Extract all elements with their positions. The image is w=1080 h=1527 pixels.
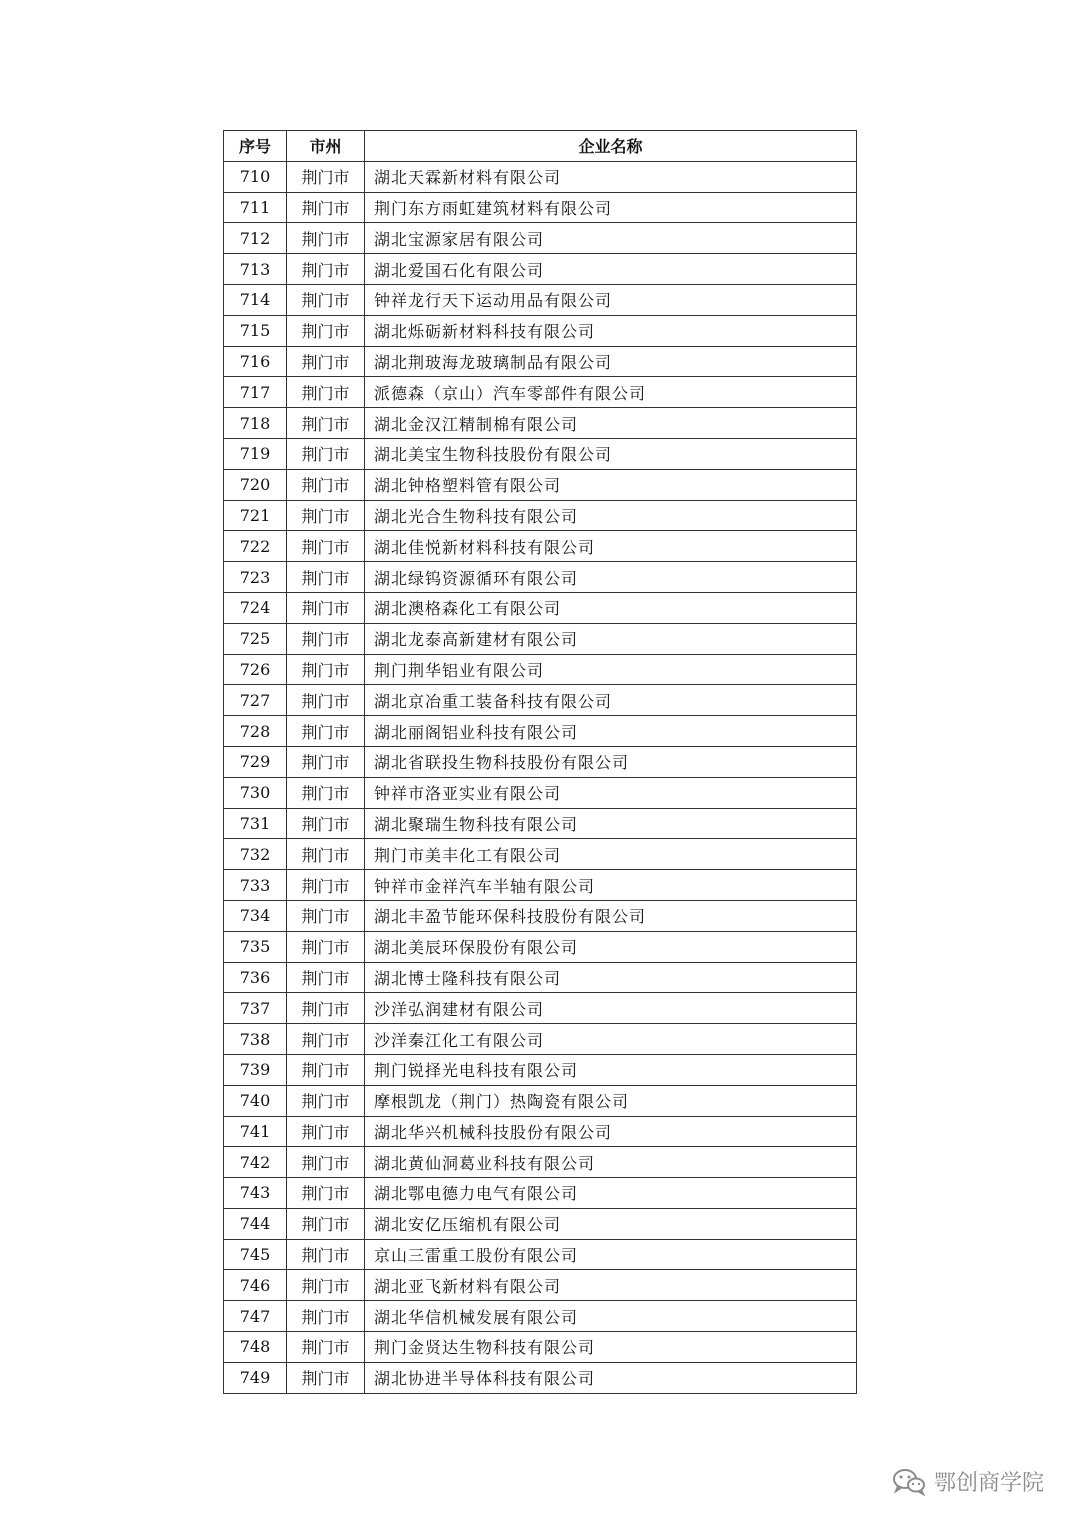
cell-serial-number: 716: [224, 346, 287, 377]
table-row: [224, 746, 857, 777]
cell-company-name: 湖北天霖新材料有限公司: [365, 161, 857, 192]
table-row: [224, 1239, 857, 1270]
cell-city: 荆门市: [287, 469, 365, 500]
cell-city: 荆门市: [287, 623, 365, 654]
cell-company-name: 湖北钟格塑料管有限公司: [365, 469, 857, 500]
cell-company-name: 湖北丰盈节能环保科技股份有限公司: [365, 900, 857, 931]
cell-serial-number: 722: [224, 531, 287, 562]
cell-city: 荆门市: [287, 284, 365, 315]
table-row: [224, 685, 857, 716]
table-row: [224, 346, 857, 377]
cell-serial-number: 720: [224, 469, 287, 500]
cell-serial-number: 739: [224, 1054, 287, 1085]
table-row: [224, 1332, 857, 1363]
table-row: [224, 284, 857, 315]
cell-city: 荆门市: [287, 1085, 365, 1116]
cell-serial-number: 721: [224, 500, 287, 531]
cell-city: 荆门市: [287, 900, 365, 931]
cell-company-name: 湖北鄂电德力电气有限公司: [365, 1178, 857, 1209]
enterprise-table: [223, 130, 857, 1394]
cell-company-name: 湖北美宝生物科技股份有限公司: [365, 438, 857, 469]
cell-city: 荆门市: [287, 1301, 365, 1332]
cell-company-name: 摩根凯龙（荆门）热陶瓷有限公司: [365, 1085, 857, 1116]
cell-serial-number: 749: [224, 1362, 287, 1393]
cell-city: 荆门市: [287, 1178, 365, 1209]
cell-serial-number: 738: [224, 1024, 287, 1055]
cell-company-name: 湖北博士隆科技有限公司: [365, 962, 857, 993]
cell-company-name: 湖北美辰环保股份有限公司: [365, 931, 857, 962]
table-row: [224, 623, 857, 654]
table-row: [224, 900, 857, 931]
cell-company-name: 荆门荆华铝业有限公司: [365, 654, 857, 685]
cell-company-name: 湖北亚飞新材料有限公司: [365, 1270, 857, 1301]
cell-city: 荆门市: [287, 1332, 365, 1363]
cell-company-name: 湖北京冶重工装备科技有限公司: [365, 685, 857, 716]
cell-city: 荆门市: [287, 808, 365, 839]
cell-company-name: 荆门市美丰化工有限公司: [365, 839, 857, 870]
table-row: [224, 531, 857, 562]
cell-company-name: 湖北爱国石化有限公司: [365, 254, 857, 285]
cell-serial-number: 731: [224, 808, 287, 839]
cell-city: 荆门市: [287, 592, 365, 623]
cell-serial-number: 718: [224, 408, 287, 439]
cell-city: 荆门市: [287, 993, 365, 1024]
cell-serial-number: 710: [224, 161, 287, 192]
cell-city: 荆门市: [287, 1024, 365, 1055]
cell-company-name: 湖北光合生物科技有限公司: [365, 500, 857, 531]
cell-serial-number: 726: [224, 654, 287, 685]
table-row: [224, 777, 857, 808]
cell-city: 荆门市: [287, 438, 365, 469]
cell-company-name: 钟祥龙行天下运动用品有限公司: [365, 284, 857, 315]
cell-city: 荆门市: [287, 315, 365, 346]
cell-city: 荆门市: [287, 254, 365, 285]
wechat-icon: [892, 1468, 926, 1496]
cell-serial-number: 728: [224, 716, 287, 747]
table-row: [224, 192, 857, 223]
table-row: [224, 1178, 857, 1209]
cell-serial-number: 714: [224, 284, 287, 315]
cell-serial-number: 724: [224, 592, 287, 623]
table-row: [224, 1270, 857, 1301]
cell-serial-number: 713: [224, 254, 287, 285]
cell-serial-number: 719: [224, 438, 287, 469]
cell-company-name: 湖北烁砺新材料科技有限公司: [365, 315, 857, 346]
cell-company-name: 京山三雷重工股份有限公司: [365, 1239, 857, 1270]
cell-city: 荆门市: [287, 1362, 365, 1393]
cell-company-name: 荆门东方雨虹建筑材料有限公司: [365, 192, 857, 223]
cell-serial-number: 742: [224, 1147, 287, 1178]
cell-company-name: 湖北黄仙洞葛业科技有限公司: [365, 1147, 857, 1178]
cell-city: 荆门市: [287, 685, 365, 716]
table-row: [224, 438, 857, 469]
cell-company-name: 钟祥市洛亚实业有限公司: [365, 777, 857, 808]
cell-company-name: 钟祥市金祥汽车半轴有限公司: [365, 870, 857, 901]
cell-company-name: 湖北聚瑞生物科技有限公司: [365, 808, 857, 839]
cell-company-name: 湖北协进半导体科技有限公司: [365, 1362, 857, 1393]
cell-serial-number: 734: [224, 900, 287, 931]
cell-serial-number: 735: [224, 931, 287, 962]
cell-serial-number: 748: [224, 1332, 287, 1363]
cell-company-name: 湖北荆玻海龙玻璃制品有限公司: [365, 346, 857, 377]
cell-serial-number: 712: [224, 223, 287, 254]
cell-company-name: 湖北澳格森化工有限公司: [365, 592, 857, 623]
cell-serial-number: 729: [224, 746, 287, 777]
header-company-name: 企业名称: [365, 131, 857, 162]
cell-city: 荆门市: [287, 870, 365, 901]
table-row: [224, 1054, 857, 1085]
cell-city: 荆门市: [287, 531, 365, 562]
table-row: [224, 562, 857, 593]
watermark-text: 鄂创商学院: [933, 1471, 1044, 1496]
table-row: [224, 839, 857, 870]
cell-city: 荆门市: [287, 192, 365, 223]
cell-company-name: 湖北金汉江精制棉有限公司: [365, 408, 857, 439]
cell-city: 荆门市: [287, 1208, 365, 1239]
cell-city: 荆门市: [287, 377, 365, 408]
table-row: [224, 254, 857, 285]
cell-city: 荆门市: [287, 500, 365, 531]
cell-company-name: 湖北华信机械发展有限公司: [365, 1301, 857, 1332]
table-row: [224, 654, 857, 685]
table-row: [224, 223, 857, 254]
table-row: [224, 408, 857, 439]
cell-company-name: 湖北宝源家居有限公司: [365, 223, 857, 254]
cell-company-name: 湖北省联投生物科技股份有限公司: [365, 746, 857, 777]
cell-company-name: 湖北绿钨资源循环有限公司: [365, 562, 857, 593]
watermark: [892, 1466, 1044, 1497]
cell-city: 荆门市: [287, 1054, 365, 1085]
cell-serial-number: 717: [224, 377, 287, 408]
cell-city: 荆门市: [287, 1147, 365, 1178]
cell-company-name: 荆门金贤达生物科技有限公司: [365, 1332, 857, 1363]
table-row: [224, 993, 857, 1024]
cell-company-name: 湖北安亿压缩机有限公司: [365, 1208, 857, 1239]
table-header-row: [224, 131, 857, 162]
cell-city: 荆门市: [287, 161, 365, 192]
table-row: [224, 377, 857, 408]
cell-city: 荆门市: [287, 1239, 365, 1270]
cell-serial-number: 745: [224, 1239, 287, 1270]
table-row: [224, 1362, 857, 1393]
cell-city: 荆门市: [287, 1116, 365, 1147]
table-row: [224, 469, 857, 500]
cell-city: 荆门市: [287, 223, 365, 254]
table-row: [224, 592, 857, 623]
cell-serial-number: 737: [224, 993, 287, 1024]
cell-serial-number: 733: [224, 870, 287, 901]
table-row: [224, 962, 857, 993]
header-serial-number: 序号: [224, 131, 287, 162]
cell-serial-number: 730: [224, 777, 287, 808]
table-row: [224, 716, 857, 747]
cell-company-name: 沙洋秦江化工有限公司: [365, 1024, 857, 1055]
cell-serial-number: 727: [224, 685, 287, 716]
table-row: [224, 1116, 857, 1147]
cell-serial-number: 711: [224, 192, 287, 223]
cell-serial-number: 747: [224, 1301, 287, 1332]
cell-city: 荆门市: [287, 346, 365, 377]
table-row: [224, 1147, 857, 1178]
table-body: [224, 161, 857, 1393]
cell-serial-number: 723: [224, 562, 287, 593]
table-row: [224, 1301, 857, 1332]
table-row: [224, 500, 857, 531]
cell-serial-number: 743: [224, 1178, 287, 1209]
cell-serial-number: 746: [224, 1270, 287, 1301]
cell-city: 荆门市: [287, 654, 365, 685]
cell-company-name: 湖北龙泰高新建材有限公司: [365, 623, 857, 654]
cell-city: 荆门市: [287, 1270, 365, 1301]
cell-serial-number: 741: [224, 1116, 287, 1147]
cell-company-name: 荆门锐择光电科技有限公司: [365, 1054, 857, 1085]
cell-city: 荆门市: [287, 931, 365, 962]
cell-company-name: 湖北佳悦新材料科技有限公司: [365, 531, 857, 562]
table-row: [224, 315, 857, 346]
cell-city: 荆门市: [287, 408, 365, 439]
table-row: [224, 870, 857, 901]
cell-serial-number: 740: [224, 1085, 287, 1116]
table-row: [224, 1085, 857, 1116]
cell-city: 荆门市: [287, 562, 365, 593]
cell-serial-number: 715: [224, 315, 287, 346]
cell-company-name: 派德森（京山）汽车零部件有限公司: [365, 377, 857, 408]
table-row: [224, 1024, 857, 1055]
cell-city: 荆门市: [287, 839, 365, 870]
table-row: [224, 808, 857, 839]
cell-city: 荆门市: [287, 777, 365, 808]
cell-city: 荆门市: [287, 716, 365, 747]
cell-serial-number: 725: [224, 623, 287, 654]
cell-city: 荆门市: [287, 746, 365, 777]
cell-company-name: 沙洋弘润建材有限公司: [365, 993, 857, 1024]
cell-serial-number: 744: [224, 1208, 287, 1239]
cell-serial-number: 736: [224, 962, 287, 993]
cell-city: 荆门市: [287, 962, 365, 993]
cell-serial-number: 732: [224, 839, 287, 870]
table-row: [224, 931, 857, 962]
cell-company-name: 湖北华兴机械科技股份有限公司: [365, 1116, 857, 1147]
table-row: [224, 1208, 857, 1239]
header-city: 市州: [287, 131, 365, 162]
table-row: [224, 161, 857, 192]
cell-company-name: 湖北丽阁铝业科技有限公司: [365, 716, 857, 747]
